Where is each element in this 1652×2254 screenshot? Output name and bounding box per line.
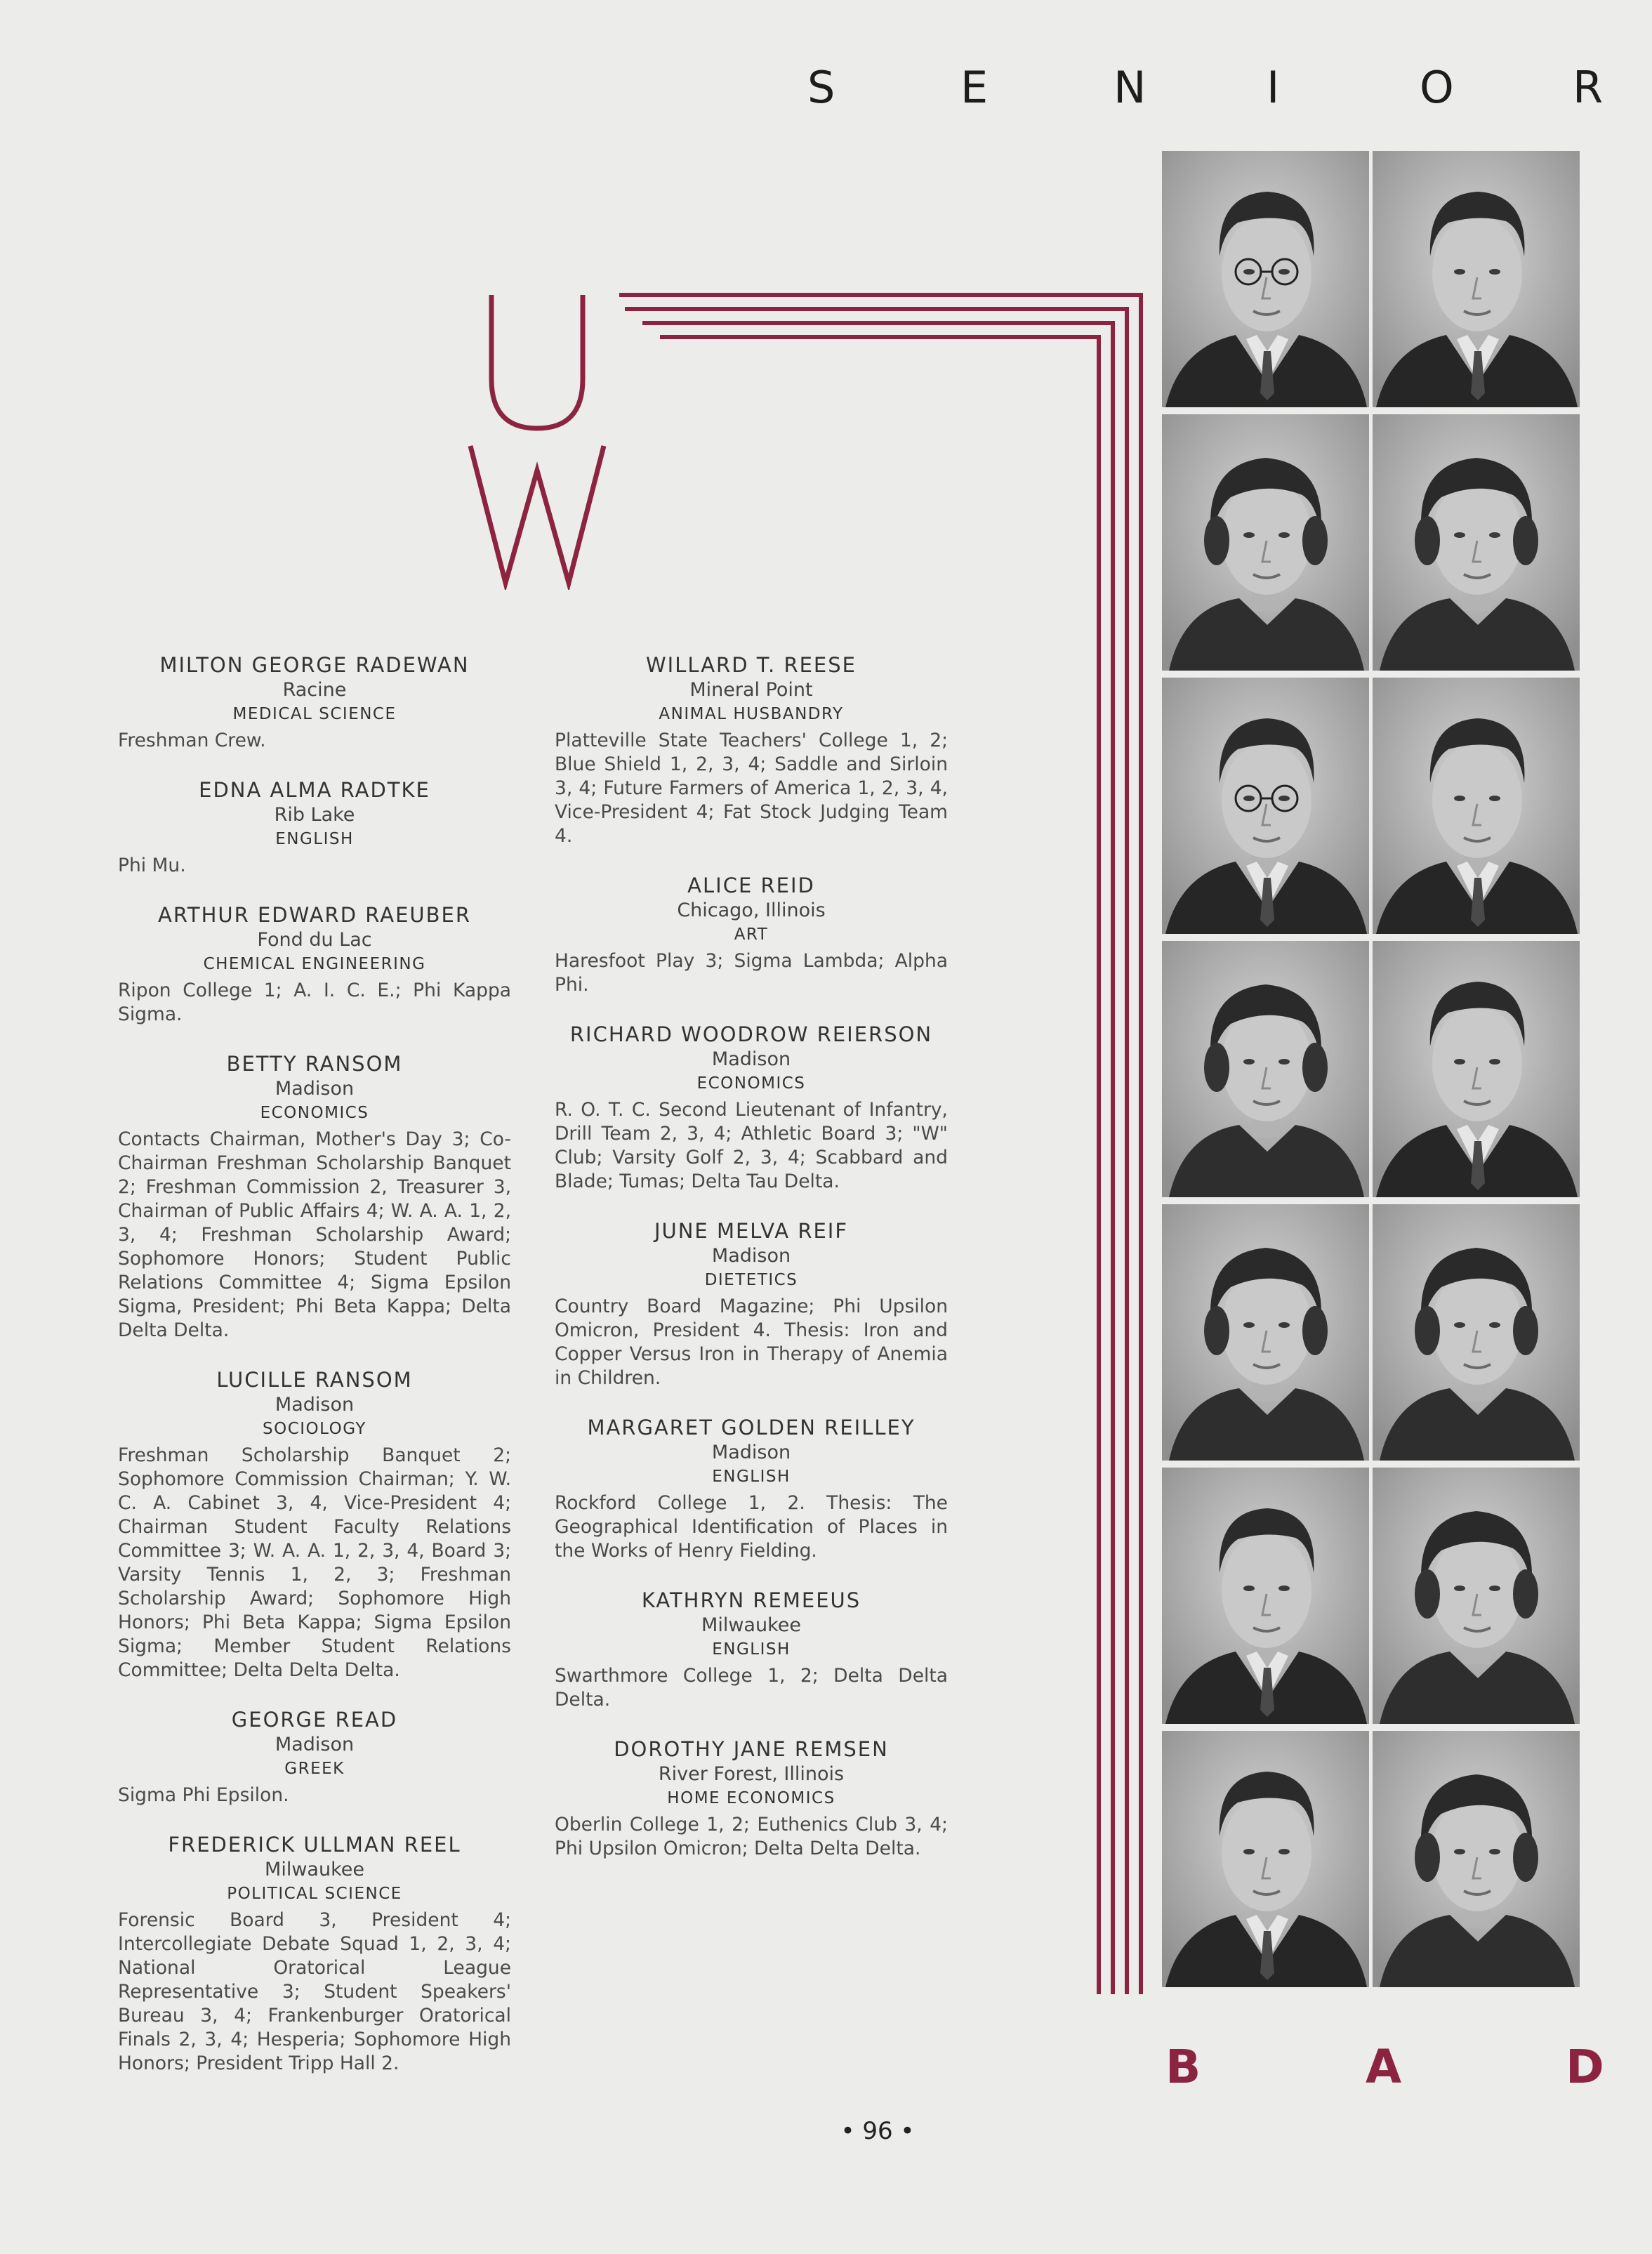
senior-major: ECONOMICS [260, 1104, 369, 1122]
senior-major: MEDICAL SCIENCE [232, 705, 397, 723]
senior-entry [118, 653, 511, 753]
senior-major: POLITICAL SCIENCE [227, 1885, 402, 1903]
portrait-figure [1162, 678, 1369, 934]
senior-activities: Rockford College 1, 2. Thesis: The Geographical Identification of Places in the Works of Henry Fielding. [555, 1492, 948, 1562]
header-letter: R [1573, 62, 1604, 113]
senior-activities: Contacts Chairman, Mother's Day 3; Co-Chairman Freshman Scholarship Banquet 2; Freshman Commission 2, Treasurer 3, Chairman of Public Affairs 4; W. A. A. 1, 2, 3, 4; Freshman Scholarship Award; Sophomore Honors; Student Public Relations Committee 4; Sigma Epsilon Sigma, President; Phi Beta Kappa; Delta Delta Delta. [118, 1128, 511, 1341]
senior-list-left-column [118, 653, 511, 2101]
page-number: • 96 • [840, 2117, 915, 2145]
senior-entry [118, 903, 511, 1027]
footer-letter: D [1566, 2040, 1604, 2094]
header-letter: E [960, 62, 989, 113]
senior-portrait-photo [1162, 1731, 1369, 1987]
senior-name: ALICE REID [687, 874, 815, 897]
senior-major: ANIMAL HUSBANDRY [659, 705, 844, 723]
portrait-figure [1373, 151, 1580, 407]
senior-name: JUNE MELVA REIF [654, 1219, 849, 1243]
senior-entry [118, 1708, 511, 1807]
senior-name: EDNA ALMA RADTKE [199, 778, 430, 802]
header-letter: O [1420, 62, 1454, 113]
senior-activities: Phi Mu. [118, 855, 186, 876]
senior-activities: R. O. T. C. Second Lieutenant of Infantry, Drill Team 2, 3, 4; Athletic Board 3; "W" Club; Varsity Golf 2, 3, 4; Scabbard and Blade; Tumas; Delta Tau Delta. [555, 1099, 948, 1192]
senior-portrait-photo [1373, 151, 1580, 407]
senior-portrait-photo [1373, 1731, 1580, 1987]
senior-portrait-photo [1373, 1204, 1580, 1461]
portrait-figure [1162, 151, 1369, 407]
senior-major: CHEMICAL ENGINEERING [203, 955, 426, 973]
senior-hometown: Mineral Point [689, 679, 813, 701]
senior-activities: Ripon College 1; A. I. C. E.; Phi Kappa Sigma. [118, 980, 511, 1025]
senior-activities: Freshman Scholarship Banquet 2; Sophomore Commission Chairman; Y. W. C. A. Cabinet 3, 4, Vice-President 4; Chairman Student Faculty Relations Committee 3; W. A. A. 1, 2, 3, 4, Board 3; Varsity Tennis 1, 2, 3; Freshman Scholarship Award; Sophomore High Honors; Phi Beta Kappa; Sigma Epsilon Sigma; Member Student Relations Committee; Delta Delta Delta. [118, 1444, 511, 1681]
senior-major: ENGLISH [275, 830, 354, 848]
senior-entry [118, 1052, 511, 1343]
senior-portrait-photo [1373, 414, 1580, 671]
senior-name: MARGARET GOLDEN REILLEY [587, 1416, 916, 1439]
senior-name: DOROTHY JANE REMSEN [614, 1737, 889, 1761]
senior-portrait-photo [1162, 151, 1369, 407]
senior-hometown: Madison [711, 1442, 791, 1463]
senior-activities: Swarthmore College 1, 2; Delta Delta Delta. [555, 1665, 948, 1711]
senior-major: SOCIOLOGY [263, 1420, 366, 1438]
senior-hometown: Madison [275, 1394, 355, 1416]
section-footer-bad [1165, 2040, 1604, 2096]
portrait-figure [1373, 1204, 1580, 1461]
senior-entry [118, 1368, 511, 1682]
senior-entry [118, 1833, 511, 2076]
header-letter: I [1267, 62, 1280, 113]
senior-list-right-column [555, 653, 948, 1886]
senior-hometown: Madison [711, 1048, 791, 1070]
senior-name: WILLARD T. REESE [646, 653, 857, 677]
senior-entry [555, 1416, 948, 1563]
portrait-figure [1162, 941, 1369, 1197]
senior-hometown: Madison [275, 1734, 355, 1755]
senior-activities: Oberlin College 1, 2; Euthenics Club 3, 4; Phi Upsilon Omicron; Delta Delta Delta. [555, 1814, 948, 1859]
senior-activities: Country Board Magazine; Phi Upsilon Omicron, President 4. Thesis: Iron and Copper Versus Iron in Therapy of Anemia in Children. [555, 1296, 948, 1389]
senior-entry [555, 1737, 948, 1861]
senior-hometown: Madison [275, 1078, 355, 1100]
senior-hometown: Fond du Lac [257, 929, 372, 951]
senior-hometown: Racine [282, 679, 347, 701]
senior-hometown: Milwaukee [265, 1859, 364, 1880]
portrait-figure [1373, 1468, 1580, 1724]
senior-name: RICHARD WOODROW REIERSON [569, 1022, 933, 1046]
senior-name: ARTHUR EDWARD RAEUBER [157, 903, 471, 927]
senior-entry [555, 1219, 948, 1390]
senior-name: BETTY RANSOM [226, 1052, 403, 1076]
senior-entry [118, 778, 511, 878]
senior-portrait-photo [1373, 1468, 1580, 1724]
senior-activities: Sigma Phi Epsilon. [118, 1784, 289, 1806]
senior-major: ECONOMICS [696, 1074, 806, 1093]
senior-portrait-photo [1373, 941, 1580, 1197]
section-header-senior [807, 62, 1604, 113]
senior-hometown: Madison [711, 1245, 791, 1267]
portrait-figure [1373, 1731, 1580, 1987]
senior-hometown: Rib Lake [274, 804, 355, 826]
senior-portrait-photo [1373, 678, 1580, 934]
portrait-figure [1373, 941, 1580, 1197]
portrait-figure [1373, 678, 1580, 934]
senior-major: ART [734, 925, 769, 944]
header-letter: S [807, 62, 835, 113]
senior-hometown: River Forest, Illinois [658, 1763, 845, 1785]
senior-hometown: Chicago, Illinois [677, 899, 826, 921]
senior-major: GREEK [284, 1760, 345, 1778]
senior-activities: Forensic Board 3, President 4; Intercollegiate Debate Squad 1, 2, 3, 4; National Oratorical League Representative 3; Student Speakers' Bureau 3, 4; Frankenburger Oratorical Finals 2, 3, 4; Hesperia; Sophomore High Honors; President Tripp Hall 2. [118, 1909, 511, 2074]
senior-major: DIETETICS [704, 1271, 798, 1289]
senior-name: MILTON GEORGE RADEWAN [159, 653, 470, 677]
portrait-figure [1162, 1204, 1369, 1461]
senior-name: LUCILLE RANSOM [216, 1368, 413, 1392]
senior-activities: Platteville State Teachers' College 1, 2; Blue Shield 1, 2, 3, 4; Saddle and Sirloin 3, 4; Future Farmers of America 1, 2, 3, 4, Vice-President 4; Fat Stock Judging Team 4. [555, 730, 948, 847]
senior-hometown: Milwaukee [701, 1614, 801, 1636]
portrait-figure [1373, 414, 1580, 671]
senior-major: ENGLISH [712, 1468, 791, 1486]
senior-entry [555, 874, 948, 997]
senior-portrait-photo [1162, 414, 1369, 671]
header-letter: N [1114, 62, 1147, 113]
senior-portrait-photo [1162, 1204, 1369, 1461]
senior-major: ENGLISH [712, 1640, 791, 1659]
senior-activities: Freshman Crew. [118, 730, 266, 751]
senior-entry [555, 1588, 948, 1712]
portrait-figure [1162, 414, 1369, 671]
senior-entry [555, 653, 948, 848]
senior-name: GEORGE READ [231, 1708, 398, 1732]
portrait-figure [1162, 1731, 1369, 1987]
senior-portrait-photo [1162, 941, 1369, 1197]
senior-activities: Haresfoot Play 3; Sigma Lambda; Alpha Phi. [555, 950, 948, 996]
footer-letter: B [1165, 2040, 1201, 2094]
senior-portrait-photo [1162, 678, 1369, 934]
portrait-figure [1162, 1468, 1369, 1724]
senior-major: HOME ECONOMICS [667, 1789, 835, 1807]
senior-name: KATHRYN REMEEUS [641, 1588, 861, 1612]
senior-entry [555, 1022, 948, 1194]
senior-portrait-grid [1162, 151, 1594, 1994]
footer-letter: A [1366, 2040, 1402, 2094]
senior-name: FREDERICK ULLMAN REEL [168, 1833, 461, 1857]
senior-portrait-photo [1162, 1468, 1369, 1724]
